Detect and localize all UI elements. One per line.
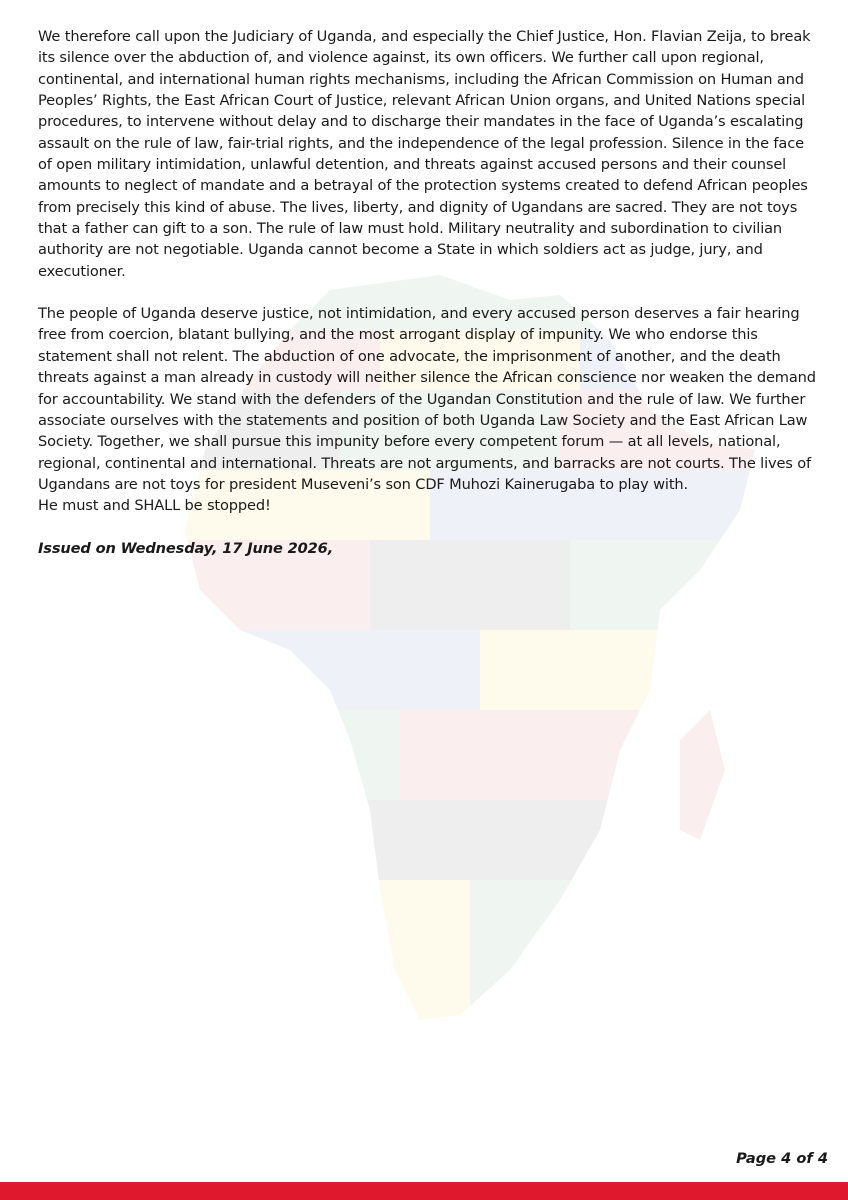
issued-date: Issued on Wednesday, 17 June 2026,: [38, 539, 334, 557]
footer-red-bar: [0, 1182, 848, 1200]
closing-line: He must and SHALL be stopped!: [38, 497, 271, 515]
paragraph-1: We therefore call upon the Judiciary of Uganda, and especially the Chief Justice, Hon. Flavian Zeija, to break its silence over the abduction of, and violence against, its own officers. We further call upon regional, continental, and international human rights mechanisms, including the African Commission on Human and Peoples’ Rights, the East African Court of Justice, relevant African Union organs, and United Nations special procedures, to intervene without delay and to discharge their mandates in the face of Uganda’s escalating assault on the rule of law, fair-trial rights, and the independence of the legal profession. Silence in the face of open military intimidation, unlawful detention, and threats against accused persons and their counsel amounts to neglect of mandate and a betrayal of the protection systems created to defend African peoples from precisely this kind of abuse. The lives, liberty, and dignity of Ugandans are sacred. They are not toys that a father can gift to a son. The rule of law must hold. Military neutrality and subordination to civilian authority are not negotiable. Uganda cannot become a State in which soldiers act as judge, jury, and executioner.: [38, 28, 811, 280]
page-number: Page 4 of 4: [736, 1150, 828, 1167]
paragraph-2-text: The people of Uganda deserve justice, not intimidation, and every accused person deserves a fair hearing free from coercion, blatant bullying, and the most arrogant display of impunity. We who endorse this statement shall not relent. The abduction of one advocate, the imprisonment of another, and the death threats against a man already in custody will neither silence the African conscience nor weaken the demand for accountability. We stand with the defenders of the Ugandan Constitution and the rule of law. We further associate ourselves with the statements and position of both Uganda Law Society and the East African Law Society. Together, we shall pursue this impunity before every competent forum — at all levels, national, regional, continental and international. Threats are not arguments, and barracks are not courts. The lives of Ugandans are not toys for president Museveni’s son CDF Muhozi Kainerugaba to play with.: [38, 305, 816, 493]
statement-body: [38, 26, 818, 580]
paragraph-2: [38, 303, 818, 516]
